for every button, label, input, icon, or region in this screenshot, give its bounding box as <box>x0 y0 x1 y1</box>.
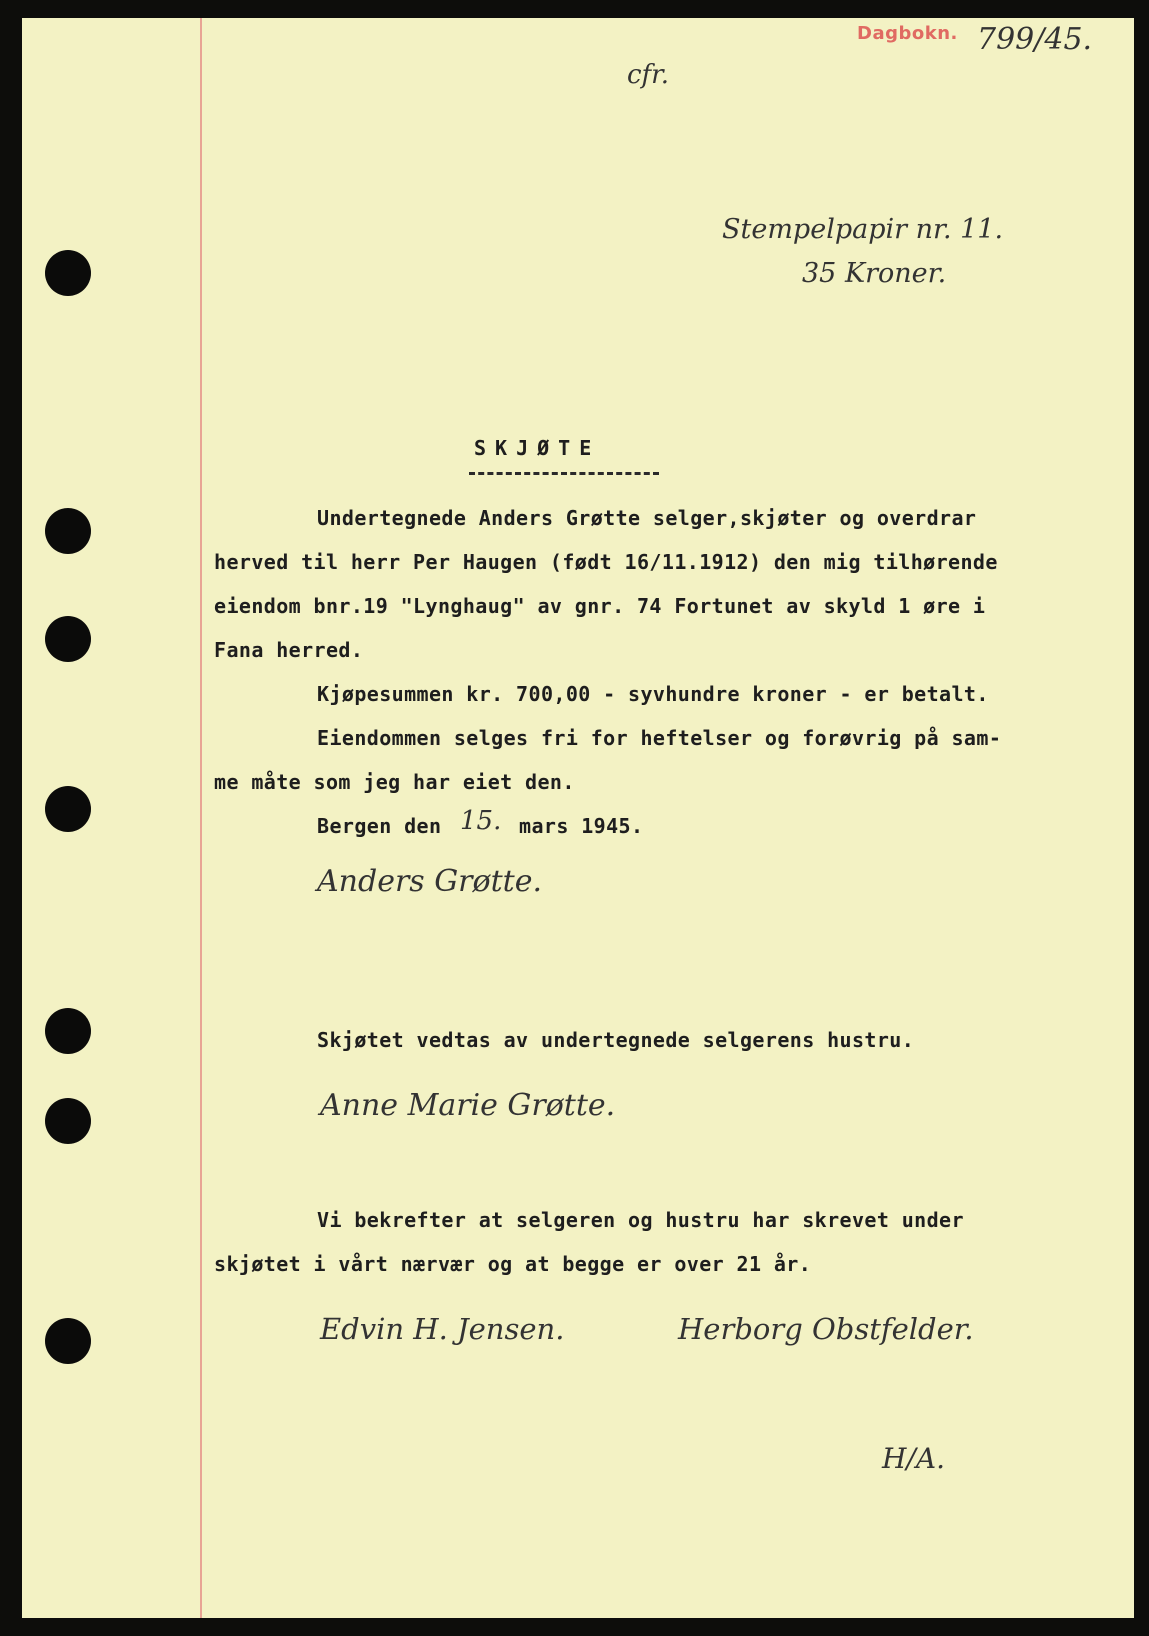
witness-statement-line: skjøtet i vårt nærvær og at begge er over 21 år. <box>214 1252 812 1276</box>
punch-hole <box>45 786 91 832</box>
folio-number: 799/45. <box>977 22 1093 57</box>
body-line: Fana herred. <box>214 638 364 662</box>
place-date-prefix: Bergen den <box>317 814 442 838</box>
place-date-day: 15. <box>460 806 502 836</box>
document-page <box>22 18 1134 1618</box>
stamp-paper-line1: Stempelpapir nr. 11. <box>722 214 1004 245</box>
witness-statement-line: Vi bekrefter at selgeren og hustru har skrevet under <box>317 1208 964 1232</box>
dagbok-stamp: Dagbokn. <box>857 23 958 44</box>
margin-line <box>200 18 202 1618</box>
witness1-signature: Edvin H. Jensen. <box>320 1312 565 1346</box>
punch-hole <box>45 1098 91 1144</box>
body-line: eiendom bnr.19 "Lynghaug" av gnr. 74 Fortunet av skyld 1 øre i <box>214 594 986 618</box>
punch-hole <box>45 1008 91 1054</box>
punch-hole <box>45 616 91 662</box>
document-title: SKJØTE <box>474 436 601 460</box>
body-line: me måte som jeg har eiet den. <box>214 770 575 794</box>
body-line: Undertegnede Anders Grøtte selger,skjøter og overdrar <box>317 506 977 530</box>
initials-bottom: H/A. <box>882 1442 945 1475</box>
witness2-signature: Herborg Obstfelder. <box>678 1312 974 1346</box>
acceptance-line: Skjøtet vedtas av undertegnede selgerens hustru. <box>317 1028 915 1052</box>
wife-signature: Anne Marie Grøtte. <box>320 1088 616 1123</box>
body-line: Kjøpesummen kr. 700,00 - syvhundre kroner - er betalt. <box>317 682 989 706</box>
punch-hole <box>45 1318 91 1364</box>
title-underline <box>469 472 659 475</box>
initials-top: cfr. <box>627 60 670 90</box>
body-line: herved til herr Per Haugen (født 16/11.1912) den mig tilhørende <box>214 550 998 574</box>
punch-hole <box>45 508 91 554</box>
body-line: Eiendommen selges fri for heftelser og forøvrig på sam- <box>317 726 1002 750</box>
punch-hole <box>45 250 91 296</box>
place-date-suffix: mars 1945. <box>519 814 644 838</box>
seller-signature: Anders Grøtte. <box>317 864 542 899</box>
stamp-paper-line2: 35 Kroner. <box>802 258 947 289</box>
